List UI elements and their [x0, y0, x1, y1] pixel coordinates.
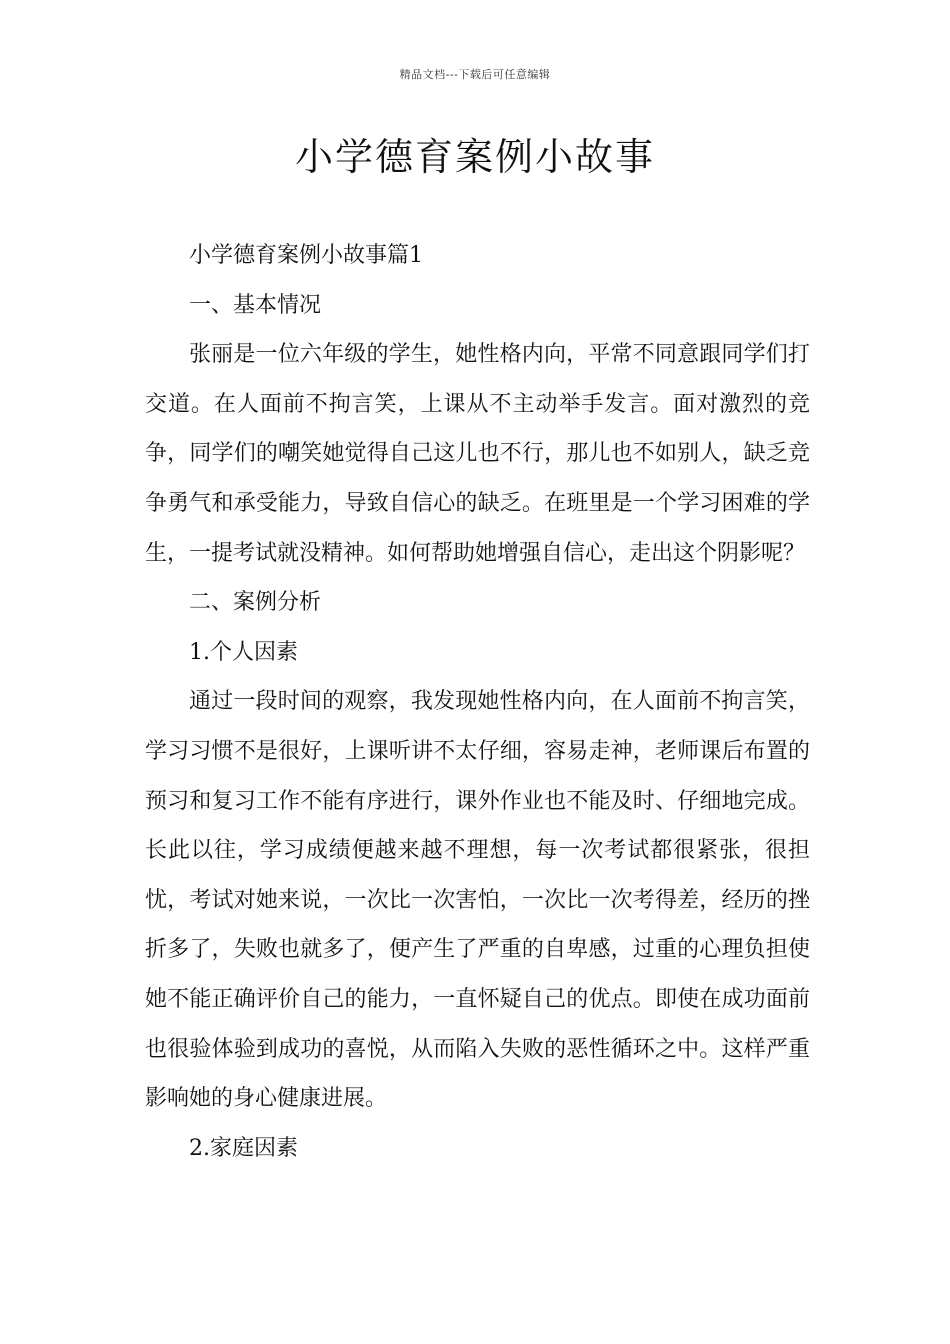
header-note: 精品文档---下载后可任意编辑 — [399, 68, 551, 81]
paragraph-personal-factors: 通过一段时间的观察，我发现她性格内向，在人面前不拘言笑，学习习惯不是很好，上课听讲不太仔细，容易走神，老师课后布置的预习和复习工作不能有序进行，课外作业也不能及时、仔细地完成。长此以往，学习成绩便越来越不理想，每一次考试都很紧张，很担忧，考试对她来说，一次比一次害怕，一次比一次考得差，经历的挫折多了，失败也就多了，便产生了严重的自卑感，过重的心理负担使她不能正确评价自己的能力，一直怀疑自己的优点。即使在成功面前也很验体验到成功的喜悦，从而陷入失败的恶性循环之中。这样严重影响她的身心健康进展。 — [145, 689, 810, 1112]
section-heading-basic-info: 一、基本情况 — [189, 292, 322, 318]
paragraph-basic-info: 张丽是一位六年级的学生，她性格内向，平常不同意跟同学们打交道。在人面前不拘言笑，上课从不主动举手发言。面对激烈的竞争，同学们的嘲笑她觉得自己这儿也不行，那儿也不如别人，缺乏竞争勇气和承受能力，导致自信心的缺乏。在班里是一个学习困难的学生，一提考试就没精神。如何帮助她增强自信心，走出这个阴影呢？ — [145, 342, 810, 566]
section-heading-part-1: 小学德育案例小故事篇1 — [189, 243, 423, 268]
subheading-personal-factors: 1.个人因素 — [189, 639, 298, 665]
document-title: 小学德育案例小故事 — [294, 135, 655, 179]
subheading-family-factors: 2.家庭因素 — [189, 1135, 298, 1161]
section-heading-case-analysis: 二、案例分析 — [189, 590, 322, 616]
document-body — [145, 231, 810, 1173]
